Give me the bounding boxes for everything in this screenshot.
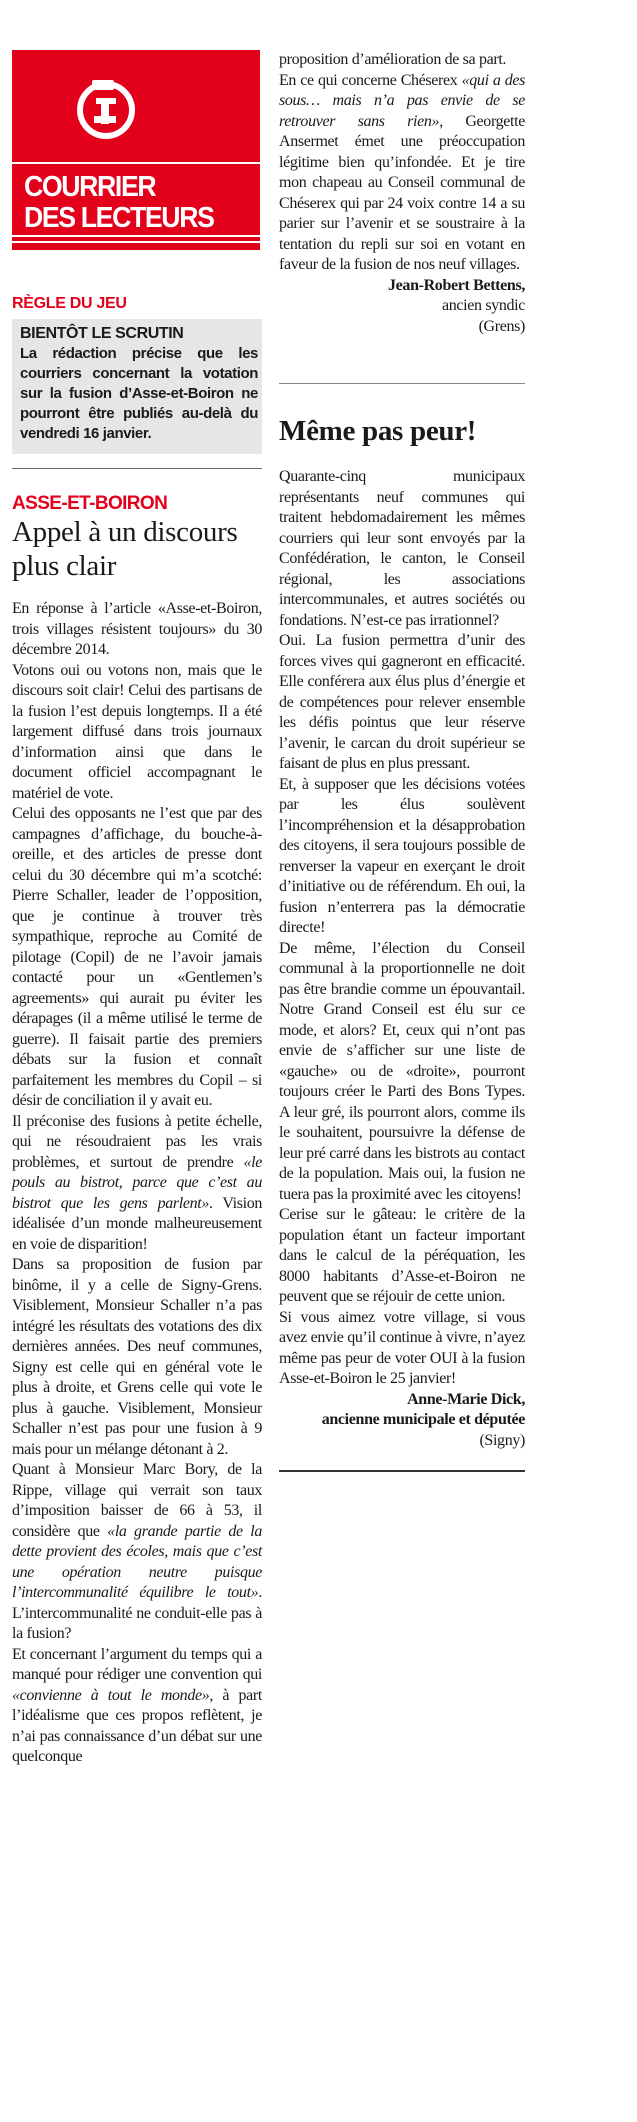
newspaper-logo-icon: [74, 76, 138, 140]
divider: [12, 468, 262, 469]
rules-text: La rédaction précise que les courriers concernant la votation sur la fusion d’Asse-et-Boiron ne pourront être publiés au-delà du vendredi 16 janvier.: [20, 345, 258, 442]
author-signature: [279, 276, 525, 338]
rules-box: [12, 295, 262, 454]
author-name: Jean-Robert Bettens,: [388, 276, 525, 294]
paragraph: En réponse à l’article «Asse-et-Boiron, trois villages résistent toujours» du 30 décembre 2014.: [12, 600, 262, 658]
author-place: (Grens): [478, 317, 525, 335]
paragraph: En ce qui concerne Chéserex «qui a des sous… mais n’a pas envie de se retrouver sans rien», Georgette Ansermet émet une préoccupation légitime bien qu’infondée. Et je tire mon chapeau au Conseil communal de Chéserex qui par 24 voix contre 14 a su parier sur l’avenir et se soustraire à la tentation du repli sur soi en votant en faveur de la fusion de nos neuf villages.: [279, 71, 525, 273]
paragraph: Votons oui ou votons non, mais que le discours soit clair! Celui des partisans de la fusion l’est depuis longtemps. Il a été largement diffusé dans trois journaux d’information ainsi que dans le document officiel accompagnant le matériel de vote.: [12, 661, 262, 802]
author-role: ancien syndic: [442, 297, 525, 314]
paragraph: Il préconise des fusions à petite échelle, qui ne résoudraient pas les vrais problèmes, et surtout de prendre «le pouls au bistrot, parce que c’est au bistrot que les gens parlent». Vision idéalisée d’un monde malheureusement en voie de disparition!: [12, 1112, 263, 1253]
divider: [279, 1470, 525, 1472]
paragraph: Quant à Monsieur Marc Bory, de la Rippe, village qui verrait son taux d’imposition baisser de 66 à 53, il considère que «la grande partie de la dette provient des écoles, mais que c’est une opération neutre puisque l’intercommunalité équilibre le tout». L’intercommunalité ne conduit-elle pas à la fusion?: [12, 1461, 262, 1642]
paragraph: Et, à supposer que les décisions votées par les élus soulèvent l’incompréhension et la désapprobation des citoyens, il sera toujours possible de renverser la vapeur en exerçant le droit d’initiative ou de référendum. Eh oui, la fusion n’enterrera pas la démocratie directe!: [279, 775, 525, 936]
article-kicker: ASSE-ET-BOIRON: [12, 493, 168, 514]
paragraph: Dans sa proposition de fusion par binôme, il y a celle de Signy-Grens. Visiblement, Monsieur Schaller n’a pas intégré les résultats des votations des dix dernières années. Des neuf communes, Signy est celle qui en général vote le plus à droite, et Grens celle qui vote le plus à gauche. Visiblement, Monsieur Schaller n’est pas pour une fusion à 9 mais pour un mélange détonant à 2.: [12, 1256, 262, 1458]
paragraph: Et concernant l’argument du temps qui a manqué pour rédiger une convention qui «convienne à tout le monde», à part l’idéalisme que ces propos reflètent, je n’ai pas connaissance d’un débat sur une quelconque: [12, 1645, 262, 1765]
article-2: [279, 414, 525, 1472]
author-role: ancienne municipale et députée: [321, 1411, 525, 1428]
article-body: [279, 467, 525, 1390]
right-column: [279, 50, 525, 1472]
rules-label: RÈGLE DU JEU: [12, 295, 127, 312]
paragraph: Oui. La fusion permettra d’unir des forces vives qui gagneront en efficacité. Elle conférera aux élus plus d’énergie et de compétences pour relever ensemble les défis pointus que leur réserve l’avenir, le carcan du droit supérieur se faisant de plus en plus pressant.: [279, 632, 525, 772]
rules-notice: [12, 319, 262, 454]
paragraph: proposition d’amélioration de sa part.: [279, 51, 507, 68]
author-name: Anne-Marie Dick,: [407, 1390, 525, 1408]
article-title: Appel à un discours plus clair: [12, 516, 238, 582]
rules-heading: BIENTÔT LE SCRUTIN: [20, 325, 184, 342]
masthead-title: COURRIER DES LECTEURS: [24, 171, 214, 234]
article-body: [12, 599, 262, 1768]
paragraph: Quarante-cinq municipaux représentants neuf communes qui traitent hebdomadairement les mêmes courriers qui leur sont envoyés par la Confédération, le canton, le Conseil régional, les associations intercommunales, et autres sociétés ou fondations. N’est-ce pas irrationnel?: [279, 468, 525, 629]
author-place: (Signy): [479, 1431, 525, 1449]
article-title: Même pas peur!: [279, 415, 477, 447]
left-column: [12, 50, 262, 1768]
article-1: [12, 493, 262, 1768]
paragraph: Celui des opposants ne l’est que par des campagnes d’affichage, du bouche-à-oreille, et des articles de presse dont celui du 30 décembre qui m’a scotché: Pierre Schaller, leader de l’opposition, que je continue à trouver très sympathique, reproche au Comité de pilotage (Copil) de ne l’avoir jamais contacté pour un «Gentlemen’s agreements» qui aurait pu éviter les dérapages (il a même utilisé le terme de guerre). Il faisait partie des premiers débats sur la fusion et connaît parfaitement les membres du Copil – si désir de conciliation il y avait eu.: [12, 805, 262, 1109]
masthead: [12, 50, 260, 250]
paragraph: De même, l’élection du Conseil communal à la proportionnelle ne doit pas être brandie comme un épouvantail. Notre Grand Conseil est élu sur ce mode, et alors? Et, ceux qui n’ont pas envie de s’afficher sur une liste de «gauche» ou de «droite», pourront toujours créer le Parti des Bons Types. A leur gré, ils pourront alors, comme ils le souhaitent, poursuivre la défense de leur pré carré dans les bistrots au contact de la population. Mais oui, la fusion ne tuera pas la proximité avec les citoyens!: [279, 939, 525, 1203]
paragraph: Cerise sur le gâteau: le critère de la population étant un facteur important dans le calcul de la péréquation, les 8000 habitants d’Asse-et-Boiron ne peuvent que se réjouir de cette union.: [279, 1206, 525, 1305]
author-signature: [279, 1390, 525, 1452]
paragraph: Si vous aimez votre village, si vous avez envie qu’il continue à vivre, n’ayez même pas peur de voter OUI à la fusion Asse-et-Boiron le 25 janvier!: [279, 1308, 525, 1387]
article-body-continued: [279, 50, 525, 276]
divider: [279, 383, 525, 384]
